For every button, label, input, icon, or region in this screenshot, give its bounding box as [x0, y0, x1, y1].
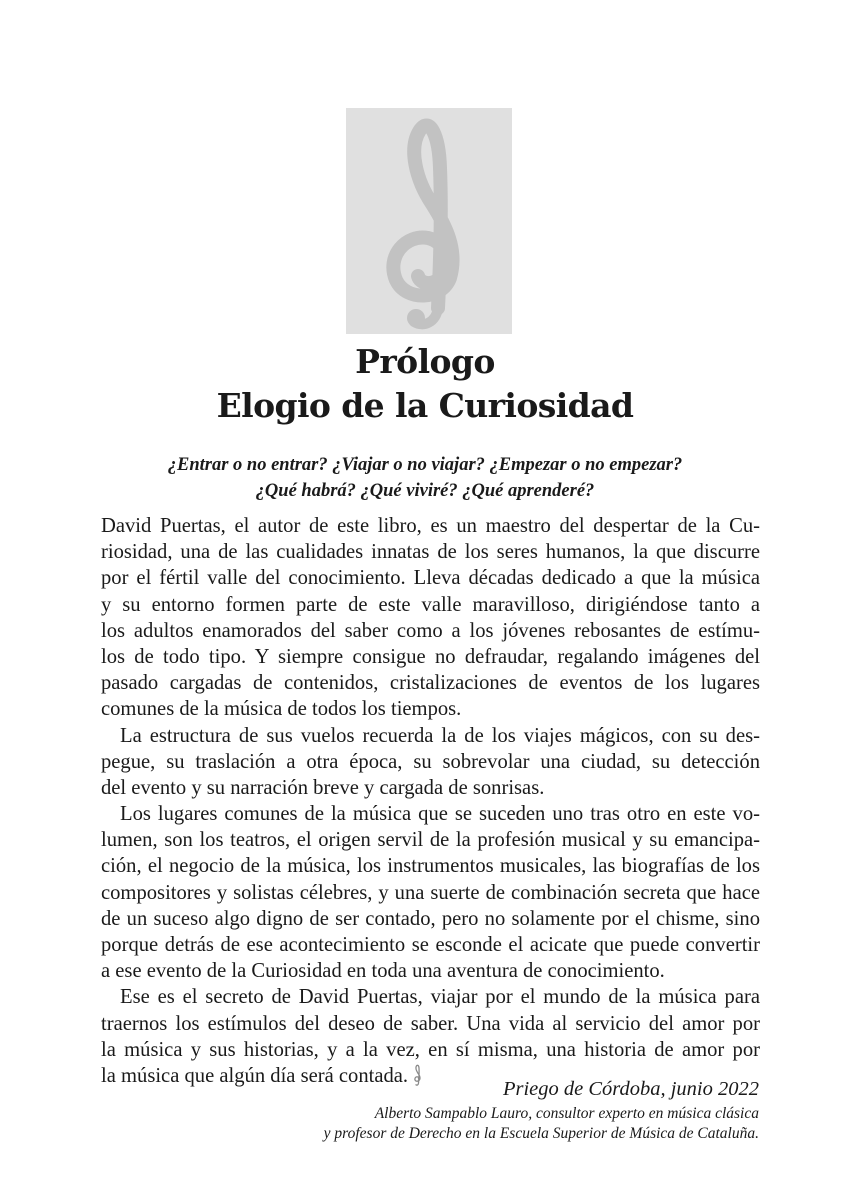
epigraph	[0, 452, 850, 504]
title-line-1: Prólogo	[355, 342, 495, 381]
body-line: riosidad, una de las cualidades innatas de los seres humanos, la que discurre	[101, 541, 760, 564]
body-line: por el fértil valle del conocimiento. Lleva décadas dedicado a que la música	[101, 567, 760, 590]
body-line: comunes de la música de todos los tiempos.	[101, 698, 462, 721]
body-line: ción, el negocio de la música, los instrumentos musicales, las biografías de los	[101, 855, 760, 878]
body-line: David Puertas, el autor de este libro, es un maestro del despertar de la Cu-	[101, 515, 760, 537]
body-line: a ese evento de la Curiosidad en toda una aventura de conocimiento.	[101, 960, 665, 983]
body-line: pasado cargadas de contenidos, cristalizaciones de eventos de los lugares	[101, 672, 760, 695]
body-line: los adultos enamorados del saber como a los jóvenes rebosantes de estímu-	[101, 619, 760, 642]
treble-clef-icon	[346, 108, 512, 334]
treble-clef-icon	[412, 1064, 424, 1086]
body-line: los de todo tipo. Y siempre consigue no defraudar, regalando imágenes del	[101, 645, 760, 668]
body-line: compositores y solistas célebres, y una suerte de combinación secreta que hace	[101, 881, 760, 904]
prologue-body	[101, 513, 760, 1089]
body-line: Ese es el secreto de David Puertas, viajar por el mundo de la música para	[120, 986, 760, 1009]
title-line-2: Elogio de la Curiosidad	[216, 386, 634, 425]
body-line: de un suceso algo digno de ser contado, pero no solamente por el chisme, sino	[101, 907, 760, 930]
body-line: La estructura de sus vuelos recuerda la de los viajes mágicos, con su des-	[120, 724, 760, 747]
body-line: porque detrás de ese acontecimiento se esconde el acicate que puede convertir	[101, 934, 760, 956]
body-line: lumen, son los teatros, el origen servil de la profesión musical y su emancipa-	[101, 829, 760, 852]
body-line: pegue, su traslación a otra época, su sobrevolar una ciudad, su detección	[101, 750, 760, 773]
signature-place-date: Priego de Córdoba, junio 2022	[502, 1078, 759, 1100]
body-line: y su entorno formen parte de este valle maravilloso, dirigiéndose tanto a	[101, 593, 760, 616]
body-line: traernos los estímulos del deseo de saber. Una vida al servicio del amor por	[101, 1012, 760, 1035]
body-line-text: la música que algún día será contada.	[101, 1064, 409, 1087]
epigraph-line-2: ¿Qué habrá? ¿Qué viviré? ¿Qué aprenderé?	[255, 481, 595, 501]
signature-author-line-1: Alberto Sampablo Lauro, consultor experto en música clásica	[374, 1105, 759, 1122]
body-line: la música y sus historias, y a la vez, en sí misma, una historia de amor por	[101, 1038, 760, 1061]
page-title	[0, 340, 850, 428]
signature-author-line-2: y profesor de Derecho en la Escuela Superior de Música de Cataluña.	[323, 1125, 759, 1142]
body-line: del evento y su narración breve y cargada de sonrisas.	[101, 776, 545, 799]
epigraph-line-1: ¿Entrar o no entrar? ¿Viajar o no viajar? ¿Empezar o no empezar?	[167, 455, 683, 475]
header-image	[346, 108, 512, 334]
body-line: Los lugares comunes de la música que se suceden uno tras otro en este vo-	[120, 803, 760, 826]
